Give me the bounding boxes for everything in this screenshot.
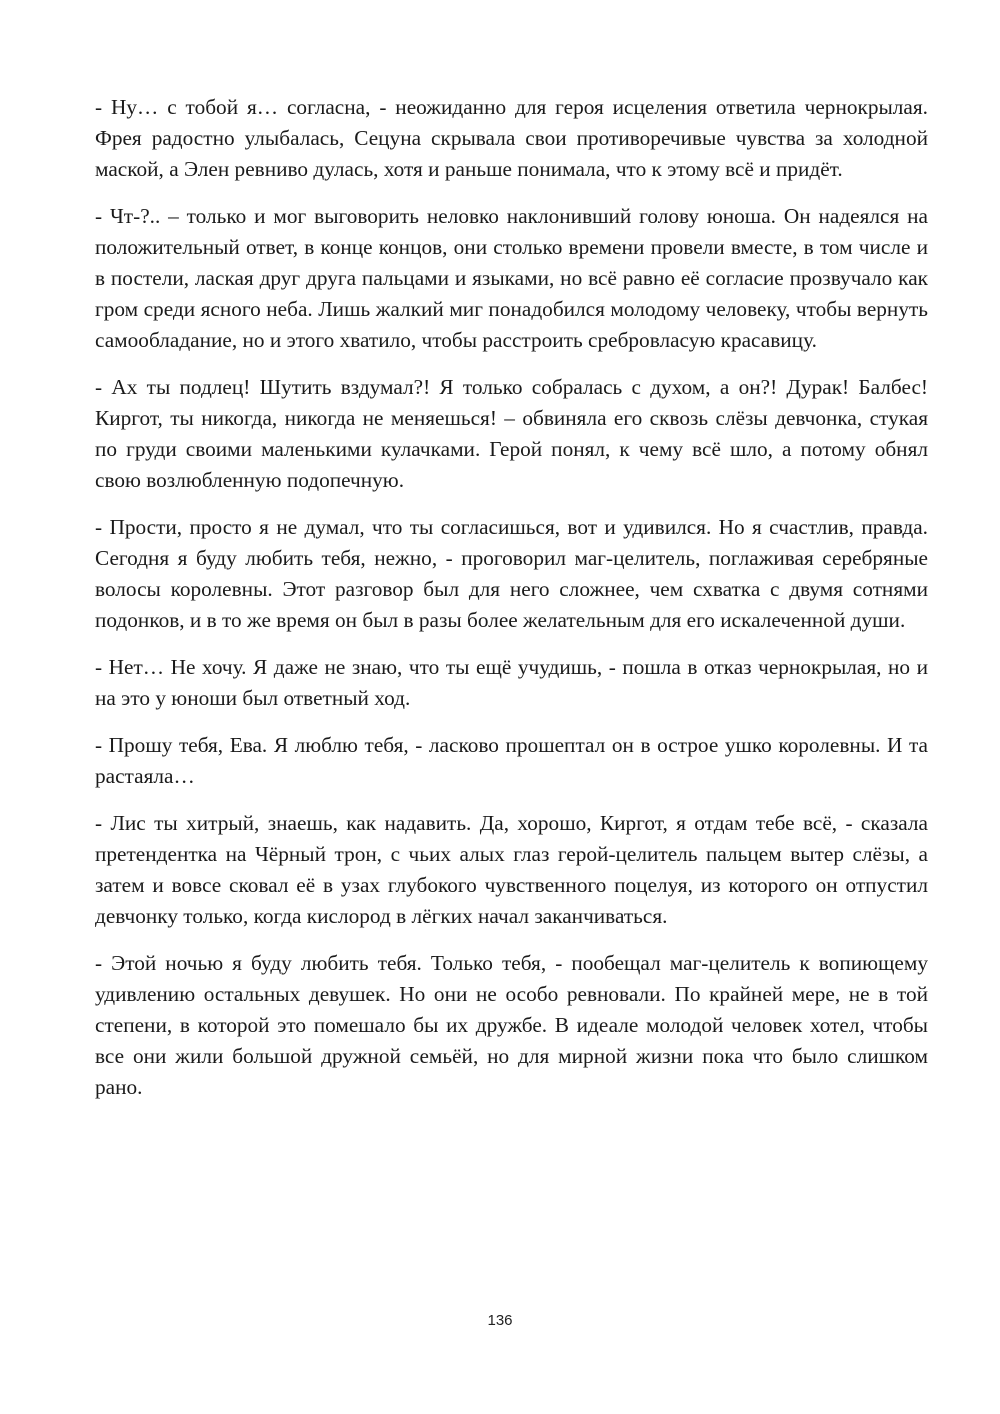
paragraph-7: - Лис ты хитрый, знаешь, как надавить. Да, хорошо, Киргот, я отдам тебе всё, - сказала претендентка на Чёрный трон, с чьих алых глаз герой-целитель пальцем вытер слёзы, а затем и вовсе сковал её в узах глубокого чувственного поцелуя, из которого он отпустил девчонку только, когда кислород в лёгких начал заканчиваться.: [95, 811, 928, 928]
page-number: 136: [487, 1312, 513, 1329]
paragraph-1: - Ну… с тобой я… согласна, - неожиданно для героя исцеления ответила чернокрылая. Фрея радостно улыбалась, Сецуна скрывала свои противоречивые чувства за холодной маской, а Элен ревниво дулась, хотя и раньше понимала, что к этому всё и придёт.: [95, 95, 928, 181]
paragraph-4: - Прости, просто я не думал, что ты согласишься, вот и удивился. Но я счастлив, правда. Сегодня я буду любить тебя, нежно, - проговорил маг-целитель, поглаживая серебряные волосы королевны. Этот разговор был для него сложнее, чем схватка с двумя сотнями подонков, и в то же время он был в разы более желательным для его искалеченной души.: [95, 515, 928, 632]
paragraph-5: - Нет… Не хочу. Я даже не знаю, что ты ещё учудишь, - пошла в отказ чернокрылая, но и на это у юноши был ответный ход.: [95, 655, 928, 710]
paragraph-6: - Прошу тебя, Ева. Я люблю тебя, - ласково прошептал он в острое ушко королевны. И та растаяла…: [95, 733, 928, 788]
paragraph-3: - Ах ты подлец! Шутить вздумал?! Я только собралась с духом, а он?! Дурак! Балбес! Киргот, ты никогда, никогда не меняешься! – обвиняла его сквозь слёзы девчонка, стукая по груди своими маленькими кулачками. Герой понял, к чему всё шло, а потому обнял свою возлюбленную подопечную.: [95, 375, 928, 492]
page-body: [95, 92, 928, 1119]
paragraph-8: - Этой ночью я буду любить тебя. Только тебя, - пообещал маг-целитель к вопиющему удивлению остальных девушек. Но они не особо ревновали. По крайней мере, не в той степени, в которой это помешало бы их дружбе. В идеале молодой человек хотел, чтобы все они жили большой дружной семьёй, но для мирной жизни пока что было слишком рано.: [95, 951, 928, 1099]
paragraph-2: - Чт-?.. – только и мог выговорить неловко наклонивший голову юноша. Он надеялся на положительный ответ, в конце концов, они столько времени провели вместе, в том числе и в постели, лаская друг друга пальцами и языками, но всё равно её согласие прозвучало как гром среди ясного неба. Лишь жалкий миг понадобился молодому человеку, чтобы вернуть самообладание, но и этого хватило, чтобы расстроить сребровласую красавицу.: [95, 204, 928, 352]
